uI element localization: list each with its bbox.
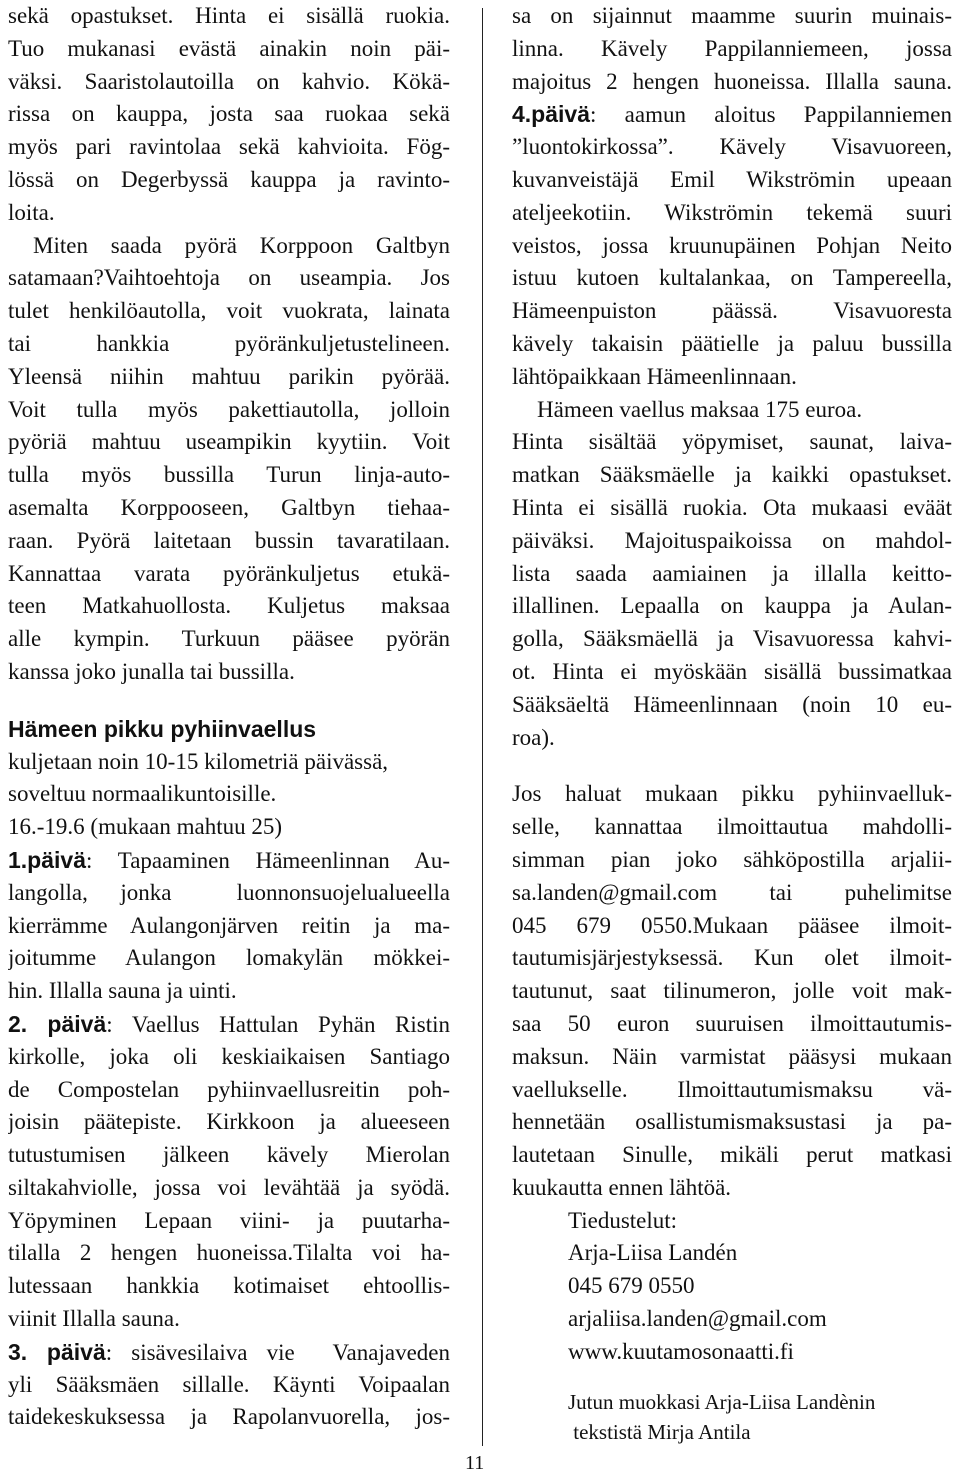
left-column [8,0,450,1434]
text-line: tulla myös bussilla Turun linja-auto- [8,462,450,488]
text-line: maksun. Näin varmistat pääsysi mukaan [512,1043,952,1069]
text-fragment: : Tapaaminen Hämeenlinnan Au- [86,847,450,873]
day-3-paragraph [8,1336,450,1434]
intro-paragraph [8,0,450,230]
text-line: asemalta Korppooseen, Galtbyn tiehaa- [8,494,450,520]
text-line: kuljetaan noin 10-15 kilometriä päivässä, [8,748,389,774]
text-line: roa). [512,724,555,750]
text-line [8,1336,450,1369]
day-label: 1.päivä [8,846,86,873]
text-line: tautumisjärjestyksessä. Kun olet ilmoit- [512,945,952,971]
text-line: kanssa joko junalla tai bussilla. [8,658,295,684]
text-line: väksi. Saaristolautoilla on kahvio. Kökä- [8,68,450,94]
text-line: soveltuu normaalikuntoisille. [8,781,277,807]
page-number: 11 [465,1452,485,1474]
text-line: Miten saada pyörä Korppoon Galtbyn [33,232,450,258]
text-line: Hämeen vaellus maksaa 175 euroa. [537,396,863,422]
contact-block [512,1205,952,1369]
text-line: tulet henkilöautolla, voit vuokrata, lainata [8,298,450,324]
text-line: ot. Hinta ei myöskään sisällä bussimatkaa [512,658,952,684]
section-heading: Hämeen pikku pyhiinvaellus [8,715,317,742]
signup-paragraph [512,778,952,1204]
text-line: tutustumisen jälkeen kävely Mierolan [8,1142,450,1168]
text-line: matkan Sääksmäelle ja kaikki opastukset. [512,462,952,488]
day-4-paragraph [512,98,952,393]
text-line: joisin päätepiste. Kirkkoon ja alueeseen [8,1109,450,1135]
text-line: veistos, jossa kruunupäinen Pohjan Neito [512,232,952,258]
text-line: Tuo mukanasi evästä ainakin noin päi- [8,35,450,61]
text-line: kirkolle, joka oli keskiaikaisen Santiago [8,1043,450,1069]
text-line: Hinta sisältää yöpymiset, saunat, laiva- [512,429,952,455]
text-line: linna. Kävely Pappilanniemeen, jossa [512,35,952,61]
text-line: de Compostelan pyhiinvaellusreitin poh- [8,1076,450,1102]
text-line: Yöpyminen Lepaan viini- ja puutarha- [8,1207,450,1233]
text-fragment: : Vaellus Hattulan Pyhän Ristin [106,1011,450,1037]
day-2-paragraph [8,1008,450,1336]
text-line: kävely takaisin päätielle ja paluu bussilla [512,330,952,356]
text-line: päiväksi. Majoituspaikoissa on mahdol- [512,527,952,553]
text-line: lössä on Degerbyssä kauppa ja ravinto- [8,166,450,192]
text-line: ”luontokirkossa”. Kävely Visavuoreen, [512,134,952,160]
day-label: 2. päivä [8,1010,107,1037]
text-line: Hämeenpuiston päässä. Visavuoresta [512,298,952,324]
author-credit [512,1387,952,1447]
text-line: pyöriä mahtuu useampikin kyytiin. Voit [8,429,450,455]
text-line: Sääksäeltä Hämeenlinnaan (noin 10 eu- [512,691,952,717]
text-line: ateljeekotiin. Wikströmin tekemä suuri [512,199,952,225]
contact-email: arjaliisa.landen@gmail.com [568,1306,827,1332]
text-line: illallinen. Lepaalla on kauppa ja Aulan- [512,593,952,619]
text-line: kierrämme Aulangonjärven reitin ja ma- [8,912,450,938]
text-line: golla, Sääksmäellä ja Visavuoressa kahvi- [512,626,952,652]
day-label: 4.päivä [512,101,590,128]
text-line: Yleensä niihin mahtuu parikin pyörää. [8,363,450,389]
day-label: 3. päivä [8,1338,106,1365]
text-line: 045 679 0550.Mukaan pääsee ilmoit- [512,912,952,938]
text-line: viinit Illalla sauna. [8,1306,180,1332]
text-line: lutessaan hankkia kotimaiset ehtoollis- [8,1273,450,1299]
text-line: sa.landen@gmail.com tai puhelimitse [512,879,952,905]
contact-website: www.kuutamosonaatti.fi [568,1338,794,1364]
pilgrimage-info [8,746,450,844]
text-line [512,98,952,131]
text-line: Kannattaa varata pyöränkuljetus etukä- [8,560,450,586]
text-line: vaellukselle. Ilmoittautumismaksu vä- [512,1076,952,1102]
text-line: 16.-19.6 (mukaan mahtuu 25) [8,814,283,840]
text-line: teen Matkahuollosta. Kuljetus maksaa [8,593,450,619]
text-line: tautunut, saat tilinumeron, jolle voit mak- [512,978,952,1004]
text-line: hin. Illalla sauna ja uinti. [8,978,237,1004]
text-line: satamaan?Vaihtoehtoja on useampia. Jos [8,265,450,291]
contact-label: Tiedustelut: [568,1207,678,1233]
text-fragment: : sisävesilaiva vie Vanajaveden [105,1339,450,1365]
text-line: joitumme Aulangon lomakylän mökkei- [8,945,450,971]
text-line: sa on sijainnut maamme suurin muinais- [512,3,952,28]
text-line: simman pian joko sähköpostilla arjalii- [512,846,952,872]
text-line: tai hankkia pyöränkuljetustelineen. [8,330,450,356]
right-column [512,0,952,1447]
text-line: siltakahviolle, jossa voi levähtää ja syödä. [8,1174,450,1200]
text-line: kuukautta ennen lähtöä. [512,1174,732,1200]
text-line: saa 50 euron suuruisen ilmoittautumis- [512,1010,952,1036]
text-line: kuvanveistäjä Emil Wikströmin upeaan [512,166,952,192]
column-divider [482,8,483,1446]
text-line: raan. Pyörä laitetaan bussin tavaratilaan. [8,527,450,553]
text-line: rissa on kauppa, josta saa ruokaa sekä [8,101,450,127]
text-line: hennetään osallistumismaksustasi ja pa- [512,1109,952,1135]
text-line: loita. [8,199,55,225]
text-line: Voit tulla myös pakettiautolla, jolloin [8,396,450,422]
text-line: Jos haluat mukaan pikku pyhiinvaelluk- [512,781,952,807]
credit-line: tekstistä Mirja Antila [568,1419,751,1444]
text-line: yli Sääksmäen sillalle. Käynti Voipaalan [8,1371,450,1397]
credit-line: Jutun muokkasi Arja-Liisa Landènin [568,1389,876,1414]
bike-paragraph [8,230,450,689]
text-line [8,1008,450,1041]
text-line: tilalla 2 hengen huoneissa.Tilalta voi ha- [8,1240,450,1266]
contact-phone: 045 679 0550 [568,1273,695,1299]
text-fragment: : aamun aloitus Pappilanniemen [590,102,952,128]
text-line [8,844,450,877]
text-line: selle, kannattaa ilmoittautua mahdolli- [512,814,952,840]
text-line: sekä opastukset. Hinta ei sisällä ruokia. [8,3,450,28]
text-line: majoitus 2 hengen huoneissa. Illalla sauna. [512,68,952,94]
day-3-continuation [512,0,952,98]
text-line: langolla, jonka luonnonsuojelualueella [8,879,450,905]
text-line: Hinta ei sisällä ruokia. Ota mukaasi eväät [512,494,952,520]
text-line: istuu kutoen kultalankaa, on Tampereella, [512,265,952,291]
text-line: alle kympin. Turkuun pääsee pyörän [8,626,450,652]
text-line: myös pari ravintolaa sekä kahvioita. Fög- [8,134,450,160]
contact-name: Arja-Liisa Landén [568,1240,738,1266]
text-line: lista saada aamiainen ja illalla keitto- [512,560,952,586]
day-1-paragraph [8,844,450,1008]
text-line: lautetaan Sinulle, mikäli perut matkasi [512,1142,952,1168]
text-line: taidekeskuksessa ja Rapolanvuorella, jos- [8,1404,450,1430]
text-line: lähtöpaikkaan Hämeenlinnaan. [512,363,797,389]
price-paragraph [512,394,952,755]
